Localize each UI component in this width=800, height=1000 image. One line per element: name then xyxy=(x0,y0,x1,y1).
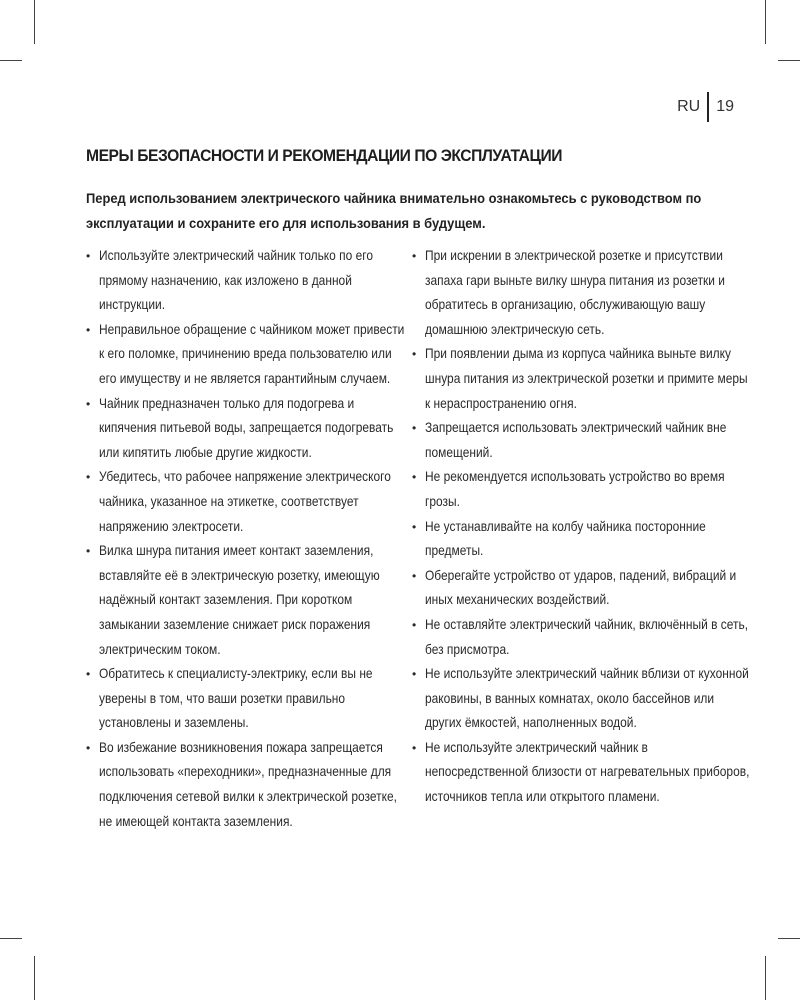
language-label: RU xyxy=(677,98,701,115)
bullet: • xyxy=(412,421,417,436)
crop-mark xyxy=(0,60,22,61)
bullet: • xyxy=(412,347,417,362)
list-item: • Вилка шнура питания имеет контакт заземления, вставляйте её в электрическую розетку, имеющую надёжный контакт заземления. При коротком замыкании заземление снижает риск поражения электрическим током. xyxy=(86,539,411,662)
list-item: • Обратитесь к специалисту-электрику, если вы не уверены в том, что ваши розетки правильно установлены и заземлены. xyxy=(86,662,411,736)
bullet: • xyxy=(86,396,91,411)
page-number: 19 xyxy=(716,98,734,115)
list-item: • При искрении в электрической розетке и присутствии запаха гари выньте вилку шнура питания из розетки и обратитесь в организацию, обслуживающую вашу домашнюю электрическую сеть. xyxy=(412,244,750,342)
list-item: • Во избежание возникновения пожара запрещается использовать «переходники», предназначенные для подключения сетевой вилки к электрической розетке, не имеющей контакта заземления. xyxy=(86,736,411,834)
safety-list-right xyxy=(412,244,750,810)
bullet: • xyxy=(86,740,91,755)
section-title: МЕРЫ БЕЗОПАСНОСТИ И РЕКОМЕНДАЦИИ ПО ЭКСПЛУАТАЦИИ xyxy=(86,146,563,165)
list-item: • Запрещается использовать электрический чайник вне помещений. xyxy=(412,416,750,465)
list-item: • Неправильное обращение с чайником может привести к его поломке, причинению вреда пользователю или его имуществу и не является гарантийным случаем. xyxy=(86,318,411,392)
list-item: • Убедитесь, что рабочее напряжение электрического чайника, указанное на этикетке, соответствует напряжению электросети. xyxy=(86,465,411,539)
bullet: • xyxy=(412,740,417,755)
list-item: • Не оставляйте электрический чайник, включённый в сеть, без присмотра. xyxy=(412,613,750,662)
crop-mark xyxy=(765,956,766,1000)
list-item: • Оберегайте устройство от ударов, падений, вибраций и иных механических воздействий. xyxy=(412,564,750,613)
bullet: • xyxy=(412,568,417,583)
list-item: • Не используйте электрический чайник вблизи от кухонной раковины, в ванных комнатах, около бассейнов или других ёмкостей, наполненных водой. xyxy=(412,662,750,736)
bullet: • xyxy=(412,617,417,632)
bullet: • xyxy=(86,322,91,337)
bullet: • xyxy=(412,470,417,485)
bullet: • xyxy=(412,519,417,534)
bullet: • xyxy=(86,249,91,263)
intro-paragraph: Перед использованием электрического чайника внимательно ознакомьтесь с руководством по эксплуатации и сохраните его для использования в будущем. xyxy=(86,191,702,232)
bullet: • xyxy=(86,544,91,559)
list-item: • Используйте электрический чайник только по его прямому назначению, как изложено в данной инструкции. xyxy=(86,244,411,318)
crop-mark xyxy=(765,0,766,44)
bullet: • xyxy=(86,667,91,682)
list-item: • Не рекомендуется использовать устройство во время грозы. xyxy=(412,465,750,514)
crop-mark xyxy=(34,0,35,44)
list-item: • Не используйте электрический чайник в непосредственной близости от нагревательных приборов, источников тепла или открытого пламени. xyxy=(412,736,750,810)
crop-mark xyxy=(778,60,800,61)
crop-mark xyxy=(0,938,22,939)
bullet: • xyxy=(86,470,91,485)
crop-mark xyxy=(778,938,800,939)
safety-list-left xyxy=(86,244,411,834)
bullet: • xyxy=(412,667,417,682)
bullet: • xyxy=(412,249,417,263)
list-item: • Не устанавливайте на колбу чайника посторонние предметы. xyxy=(412,515,750,564)
page-header xyxy=(677,92,734,122)
crop-mark xyxy=(34,956,35,1000)
list-item: • При появлении дыма из корпуса чайника выньте вилку шнура питания из электрической розетки и примите меры к нераспространению огня. xyxy=(412,342,750,416)
list-item: • Чайник предназначен только для подогрева и кипячения питьевой воды, запрещается подогревать или кипятить любые другие жидкости. xyxy=(86,392,411,466)
